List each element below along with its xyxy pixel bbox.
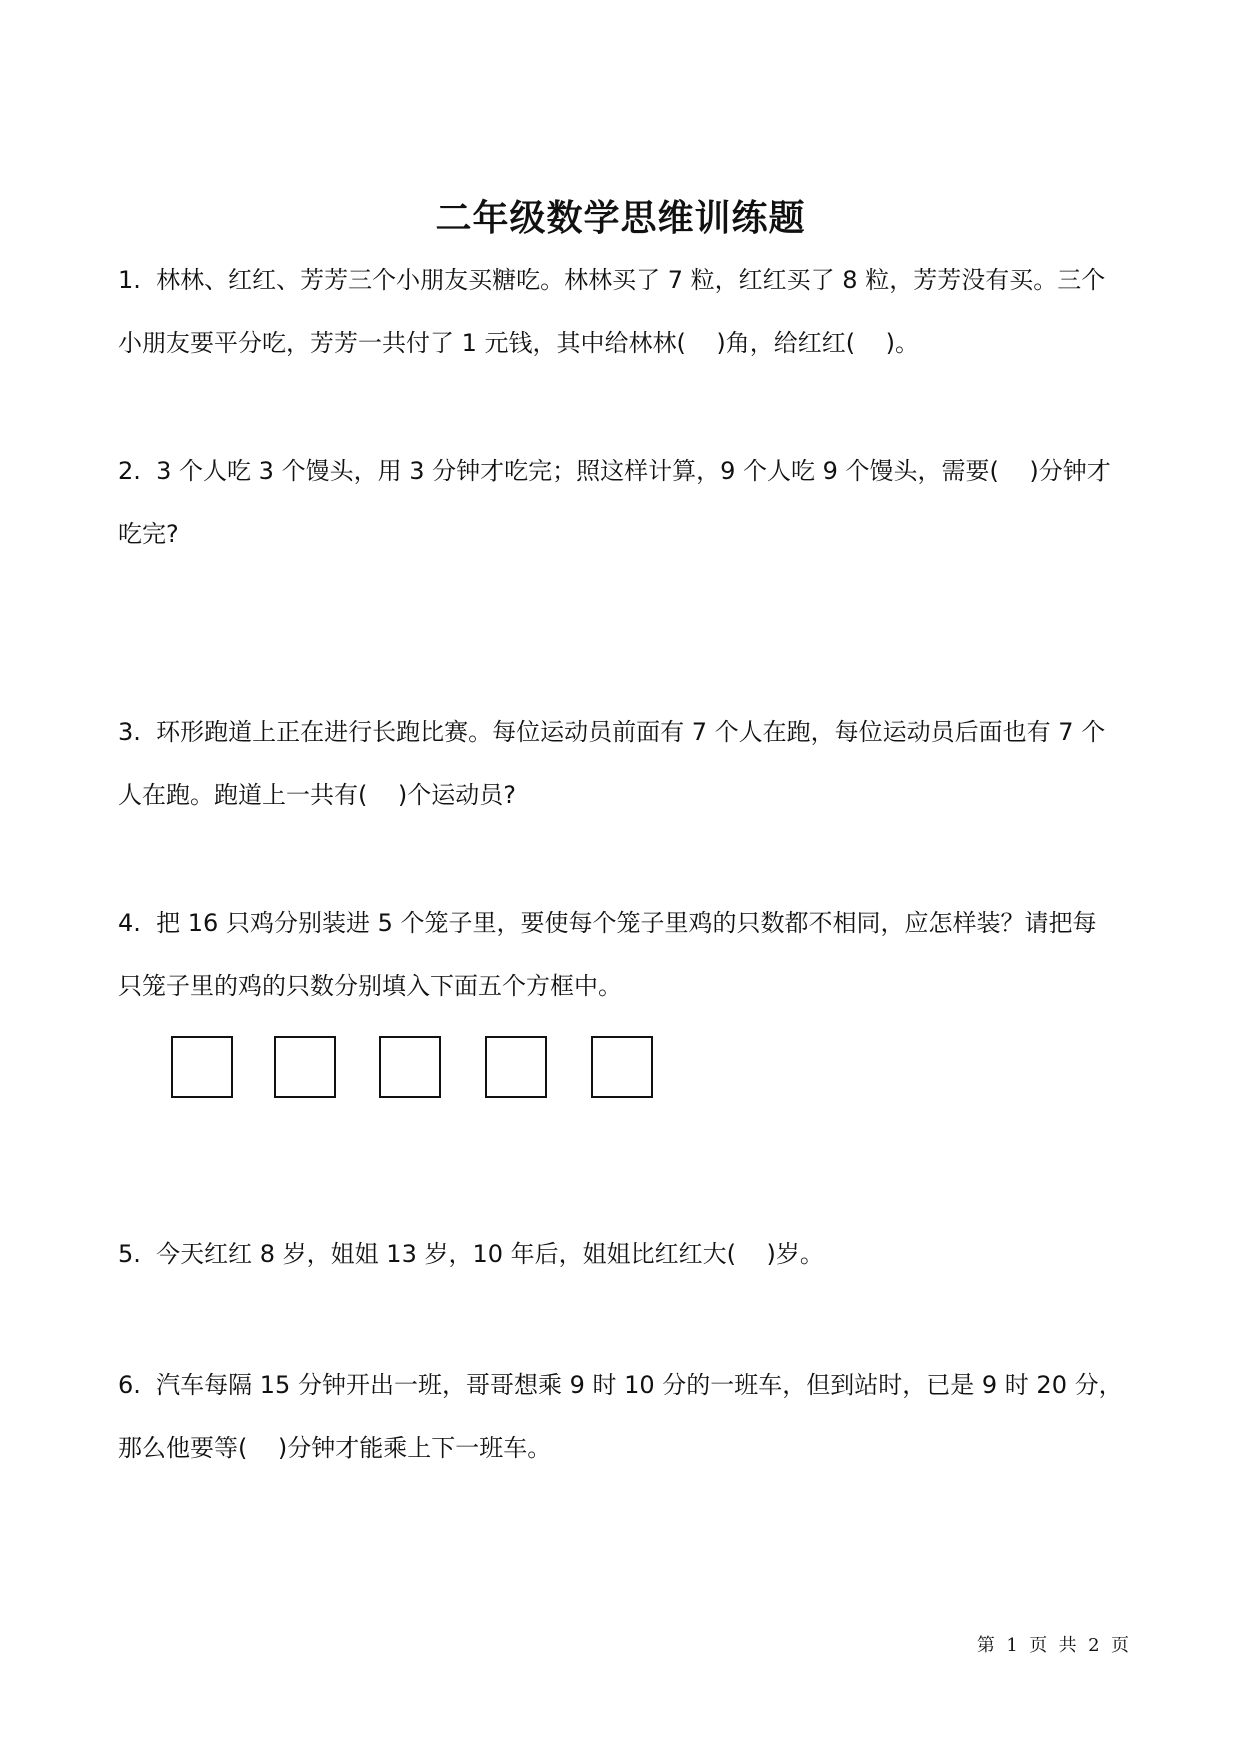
page-title: 二年级数学思维训练题 <box>435 197 806 239</box>
answer-box-1[interactable] <box>171 1036 233 1098</box>
question-6-line-1: 6. 汽车每隔 15 分钟开出一班，哥哥想乘 9 时 10 分的一班车，但到站时，已是 9 时 20 分， <box>118 1371 1123 1399</box>
question-1-line-2: 小朋友要平分吃，芳芳一共付了 1 元钱，其中给林林( )角，给红红( )。 <box>118 329 920 357</box>
question-3-line-2: 人在跑。跑道上一共有( )个运动员? <box>118 781 516 809</box>
answer-box-5[interactable] <box>591 1036 653 1098</box>
question-6-line-2: 那么他要等( )分钟才能乘上下一班车。 <box>118 1434 552 1462</box>
question-4-line-2: 只笼子里的鸡的只数分别填入下面五个方框中。 <box>118 972 622 1000</box>
question-3-line-1: 3. 环形跑道上正在进行长跑比赛。每位运动员前面有 7 个人在跑，每位运动员后面也有 7 个 <box>118 718 1106 746</box>
answer-boxes <box>171 1036 671 1100</box>
question-2-line-1: 2. 3 个人吃 3 个馒头，用 3 分钟才吃完；照这样计算，9 个人吃 9 个馒头，需要( )分钟才 <box>118 457 1111 485</box>
question-5-line-1: 5. 今天红红 8 岁，姐姐 13 岁，10 年后，姐姐比红红大( )岁。 <box>118 1240 824 1268</box>
question-2-line-2: 吃完? <box>118 520 179 548</box>
page-number: 第 1 页 共 2 页 <box>976 1635 1129 1656</box>
answer-box-2[interactable] <box>274 1036 336 1098</box>
answer-box-4[interactable] <box>485 1036 547 1098</box>
question-4-line-1: 4. 把 16 只鸡分别装进 5 个笼子里，要使每个笼子里鸡的只数都不相同，应怎样装？请把每 <box>118 909 1097 937</box>
answer-box-3[interactable] <box>379 1036 441 1098</box>
question-1-line-1: 1. 林林、红红、芳芳三个小朋友买糖吃。林林买了 7 粒，红红买了 8 粒，芳芳没有买。三个 <box>118 266 1106 294</box>
